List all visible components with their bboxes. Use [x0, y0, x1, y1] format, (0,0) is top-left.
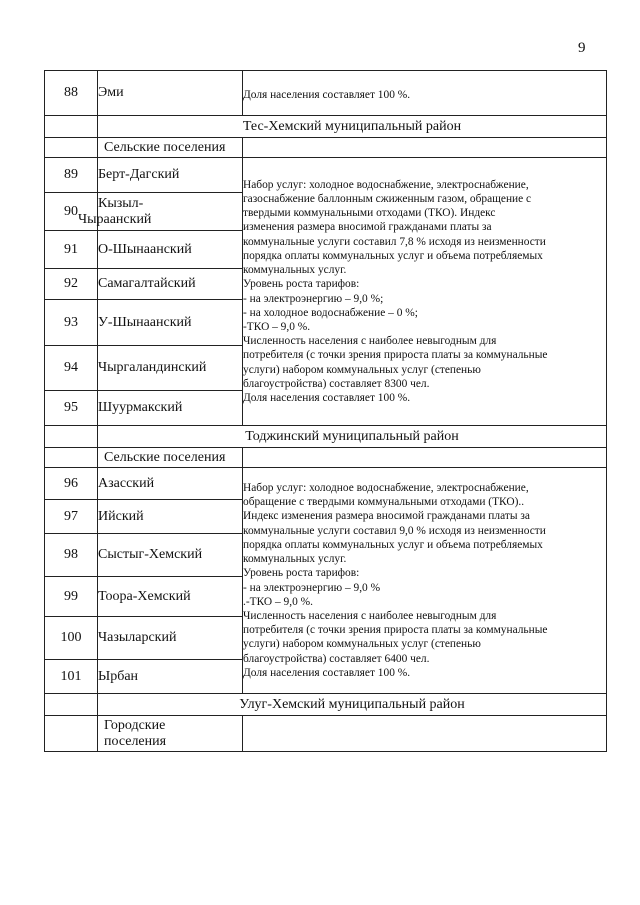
description-line: Набор услуг: холодное водоснабжение, электроснабжение,: [243, 178, 529, 191]
row-number: 97: [45, 500, 98, 534]
description-line: Уровень роста тарифов:: [243, 567, 360, 580]
description-line: Уровень роста тарифов:: [243, 278, 360, 291]
row-number: 89: [45, 158, 98, 193]
description-line: коммунальных услуг.: [243, 553, 347, 566]
subheader-label: Сельские поселения: [98, 448, 243, 468]
settlement-name: Чазыларский: [98, 617, 243, 660]
row-number: 88: [45, 71, 98, 116]
description-line: порядка оплаты коммунальных услуг и объема потребляемых: [243, 538, 543, 551]
subheader-row: [45, 716, 607, 752]
district-row: [45, 426, 607, 448]
settlement-name: Эми: [98, 71, 243, 116]
table-row: [45, 71, 607, 116]
subheader-line: поселения: [104, 733, 167, 749]
subheader-line: Городские: [104, 717, 166, 733]
settlement-name: У-Шынаанский: [98, 300, 243, 346]
settlement-name: Тоора-Хемский: [98, 577, 243, 617]
description-line: изменения размера вносимой гражданами платы за: [243, 221, 492, 234]
row-number: 100: [45, 617, 98, 660]
description-line: Доля населения составляет 100 %.: [243, 88, 411, 101]
description-line: коммунальных услуг.: [243, 264, 347, 277]
description-line: - на холодное водоснабжение – 0 %;: [243, 306, 418, 319]
subheader-row: [45, 138, 607, 158]
description-line: обращение с твердыми коммунальными отходами (ТКО)..: [243, 496, 525, 509]
page-number: 9: [578, 40, 586, 56]
description-line: порядка оплаты коммунальных услуг и объема потребляемых: [243, 249, 543, 262]
row-number: 98: [45, 534, 98, 577]
description-line: газоснабжение баллонным сжиженным газом, обращение с: [243, 193, 532, 206]
district-row: [45, 116, 607, 138]
settlement-name: Ырбан: [98, 660, 243, 694]
settlements-table: [44, 70, 607, 752]
settlement-name: Чыргаландинский: [98, 346, 243, 391]
description-line: .-ТКО – 9,0 %.: [243, 595, 313, 608]
description-cell: [243, 158, 607, 426]
row-number: 90: [45, 193, 98, 231]
subheader-row: [45, 448, 607, 468]
settlement-name: Ийский: [98, 500, 243, 534]
description-line: - на электроэнергию – 9,0 %;: [243, 292, 384, 305]
district-row: [45, 694, 607, 716]
description-line: благоустройства) составляет 8300 чел.: [243, 377, 430, 390]
table-row: [45, 158, 607, 193]
district-title: Тоджинский муниципальный район: [98, 426, 607, 448]
description-line: твердыми коммунальными отходами (ТКО). Индекс: [243, 207, 496, 220]
description-line: коммунальные услуги составил 7,8 % исходя из неизменности: [243, 235, 546, 248]
description-line: коммунальные услуги составил 9,0 % исходя из неизменности: [243, 524, 546, 537]
row-number: 96: [45, 468, 98, 500]
district-title: Улуг-Хемский муниципальный район: [98, 694, 607, 716]
settlement-name: Шуурмакский: [98, 391, 243, 426]
row-number: 95: [45, 391, 98, 426]
settlement-name: О-Шынаанский: [98, 231, 243, 269]
settlement-name: Самагалтайский: [98, 269, 243, 300]
description-line: потребителя (с точки зрения прироста платы за коммунальные: [243, 624, 548, 637]
description-line: Индекс изменения размера вносимой гражданами платы за: [243, 510, 530, 523]
description-line: услуги) набором коммунальных услуг (степенью: [243, 638, 481, 651]
settlement-name: [78, 193, 243, 231]
description-cell: [243, 468, 607, 694]
row-number: 101: [45, 660, 98, 694]
district-title: Тес-Хемский муниципальный район: [98, 116, 607, 138]
subheader-label: Сельские поселения: [98, 138, 243, 158]
description-line: Набор услуг: холодное водоснабжение, электроснабжение,: [243, 482, 529, 495]
description-line: Доля населения составляет 100 %.: [243, 391, 411, 404]
table-row: [45, 468, 607, 500]
settlement-name: Сыстыг-Хемский: [98, 534, 243, 577]
settlement-name: Азасский: [98, 468, 243, 500]
row-number: 92: [45, 269, 98, 300]
row-number: 99: [45, 577, 98, 617]
description-line: -ТКО – 9,0 %.: [243, 320, 311, 333]
row-number: 94: [45, 346, 98, 391]
description-line: благоустройства) составляет 6400 чел.: [243, 652, 430, 665]
description-line: Численность населения с наиболее невыгодным для: [243, 609, 497, 622]
description-line: потребителя (с точки зрения прироста платы за коммунальные: [243, 349, 548, 362]
row-number: 91: [45, 231, 98, 269]
description-line: Доля населения составляет 100 %.: [243, 666, 411, 679]
description-line: Численность населения с наиболее невыгодным для: [243, 335, 497, 348]
description-cell: [243, 71, 607, 116]
subheader-label: [98, 716, 243, 752]
settlement-name-line: Чыраанский: [78, 211, 152, 227]
row-number: 93: [45, 300, 98, 346]
settlement-name: Берт-Дагский: [98, 158, 243, 193]
settlement-name-line: Кызыл-: [98, 195, 144, 211]
description-line: - на электроэнергию – 9,0 %: [243, 581, 381, 594]
description-line: услуги) набором коммунальных услуг (степенью: [243, 363, 481, 376]
